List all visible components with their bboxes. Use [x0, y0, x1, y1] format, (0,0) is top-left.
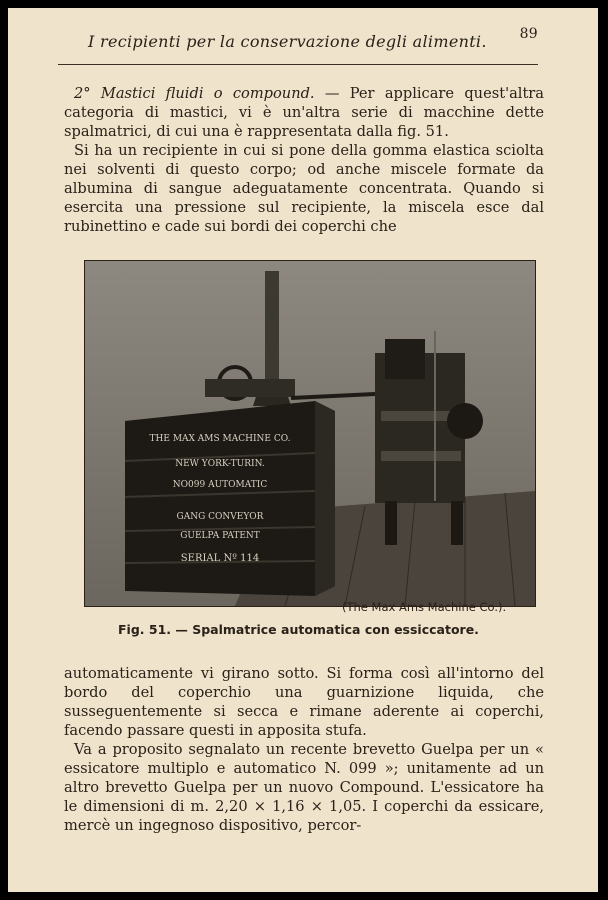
box-text-line: THE MAX AMS MACHINE CO.	[149, 434, 291, 444]
paragraph: Va a proposito segnalato un recente brevetto Guelpa per un « essicatore multiplo e automatico N. 099 »; unitamente ad un altro brevetto Guelpa per un nuovo Compound. L'essicatore ha le dimensioni di m. 2,20 × 1,16 × 1,05. I coperchi da essicare, mercè un ingegnoso dispositivo, percor-	[64, 741, 544, 834]
box-text-line: NEW YORK-TURIN.	[175, 459, 265, 469]
page-number: 89	[519, 26, 538, 42]
paragraph: automaticamente vi girano sotto. Si forma così all'intorno del bordo del coperchio una guarnizione liquida, che susseguentemente si secca e rimane aderente ai coperchi, facendo passare questi in apposita stufa.	[64, 665, 544, 739]
dryer-cabinet	[125, 401, 335, 596]
text-block-top	[64, 84, 544, 236]
box-text-line: GUELPA PATENT	[180, 531, 260, 541]
section-heading: 2° Mastici fluidi o compound.	[74, 85, 315, 102]
book-page	[8, 8, 598, 892]
figure-photo	[84, 260, 536, 607]
box-text-line: GANG CONVEYOR	[176, 512, 264, 522]
running-title: I recipienti per la conservazione degli alimenti.	[88, 32, 487, 51]
header-rule	[58, 64, 538, 65]
page-header	[88, 26, 538, 54]
box-text-line: SERIAL Nº 114	[180, 553, 260, 564]
paragraph: Si ha un recipiente in cui si pone della gomma elastica sciolta nei solventi di questo corpo; od anche miscele formate da albumina di sangue adeguatamente concentrata. Quando si esercita una pressione sul recipiente, la miscela esce dal rubinettino e cade sui bordi dei coperchi che	[64, 142, 544, 235]
text-block-bottom	[64, 664, 544, 835]
chimney-pipe	[265, 271, 279, 391]
machine-photo	[85, 261, 535, 606]
top-mechanism	[205, 379, 295, 397]
paragraph	[64, 84, 544, 141]
paragraph-text: — Per applicare quest'altra categoria di mastici, vi è un'altra serie di macchine dette spalmatrici, di cui una è rappresentata dalla fig. 51.	[64, 85, 544, 140]
figure-credit: (The Max Ams Machine Co.).	[342, 600, 507, 614]
figure-caption: Fig. 51. — Spalmatrice automatica con essiccatore.	[118, 622, 479, 637]
box-text-line: NO099 AUTOMATIC	[172, 480, 268, 490]
